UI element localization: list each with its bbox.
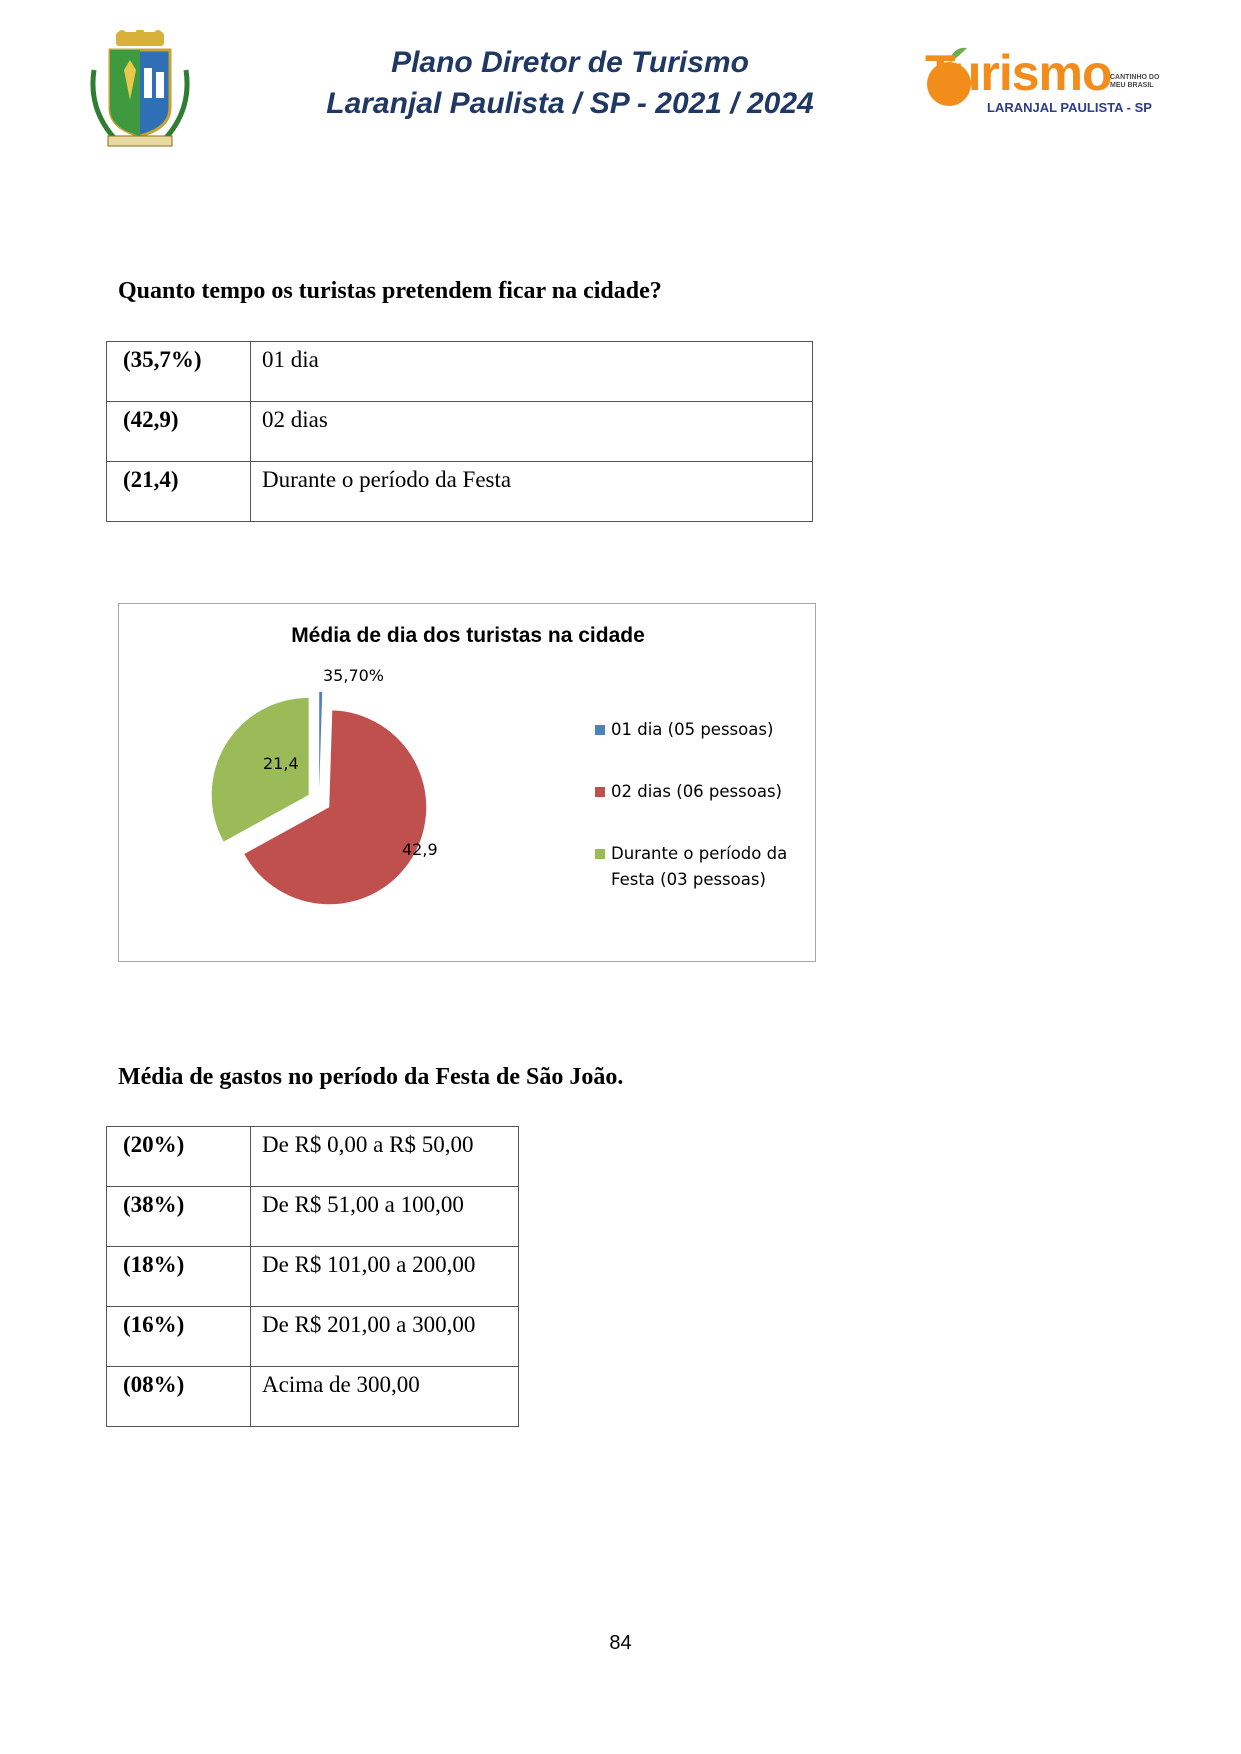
chart-title: Média de dia dos turistas na cidade: [291, 624, 645, 647]
section1-heading: Quanto tempo os turistas pretendem ficar na cidade?: [118, 278, 662, 304]
document-title-line2: Laranjal Paulista / SP - 2021 / 2024: [326, 87, 814, 120]
table-cell-desc: De R$ 201,00 a 300,00: [251, 1307, 519, 1367]
spending-table: [106, 1126, 519, 1427]
page-number: 84: [609, 1632, 632, 1654]
legend-item-2: [595, 779, 795, 805]
logo-tagline: CANTINHO DO MEU BRASIL: [1110, 74, 1160, 89]
legend-item-1: [595, 717, 795, 743]
table-row: [107, 1247, 519, 1307]
table-cell-desc: Acima de 300,00: [251, 1367, 519, 1427]
stay-duration-table: [106, 341, 813, 522]
data-label-slice-2: 42,9: [402, 840, 438, 859]
table-cell-pct: (20%): [107, 1127, 251, 1187]
table-cell-desc: De R$ 51,00 a 100,00: [251, 1187, 519, 1247]
table-cell-desc: Durante o período da Festa: [251, 462, 813, 522]
pie-chart: [118, 603, 816, 962]
municipal-crest-logo: [86, 30, 194, 150]
legend-label-2: 02 dias (06 pessoas): [611, 782, 782, 801]
document-title-line1: Plano Diretor de Turismo: [391, 46, 749, 79]
table-row: [107, 1127, 519, 1187]
table-cell-pct: (21,4): [107, 462, 251, 522]
table-row: [107, 462, 813, 522]
data-label-slice-3: 21,4: [263, 754, 299, 773]
table-row: [107, 1187, 519, 1247]
table-cell-desc: 02 dias: [251, 402, 813, 462]
table-row: [107, 1367, 519, 1427]
legend-label-1: 01 dia (05 pessoas): [611, 720, 774, 739]
legend-swatch-2: [595, 787, 605, 797]
table-cell-pct: (38%): [107, 1187, 251, 1247]
table-cell-pct: (18%): [107, 1247, 251, 1307]
table-cell-pct: (16%): [107, 1307, 251, 1367]
table-cell-desc: De R$ 0,00 a R$ 50,00: [251, 1127, 519, 1187]
table-cell-desc: 01 dia: [251, 342, 813, 402]
legend-item-3: [595, 841, 795, 893]
table-row: [107, 342, 813, 402]
legend-swatch-3: [595, 849, 605, 859]
table-row: [107, 402, 813, 462]
legend-swatch-1: [595, 725, 605, 735]
table-row: [107, 1307, 519, 1367]
turismo-logo: [925, 40, 1165, 120]
section2-heading: Média de gastos no período da Festa de São João.: [118, 1064, 624, 1090]
pie-slice-1: [319, 692, 322, 789]
logo-wordmark: Turismo: [925, 45, 1112, 101]
table-cell-desc: De R$ 101,00 a 200,00: [251, 1247, 519, 1307]
logo-subtitle: LARANJAL PAULISTA - SP: [987, 100, 1152, 115]
data-label-slice-1: 35,70%: [323, 666, 385, 685]
table-cell-pct: (42,9): [107, 402, 251, 462]
table-cell-pct: (35,7%): [107, 342, 251, 402]
table-cell-pct: (08%): [107, 1367, 251, 1427]
legend-label-3: Durante o período da Festa (03 pessoas): [611, 844, 788, 889]
